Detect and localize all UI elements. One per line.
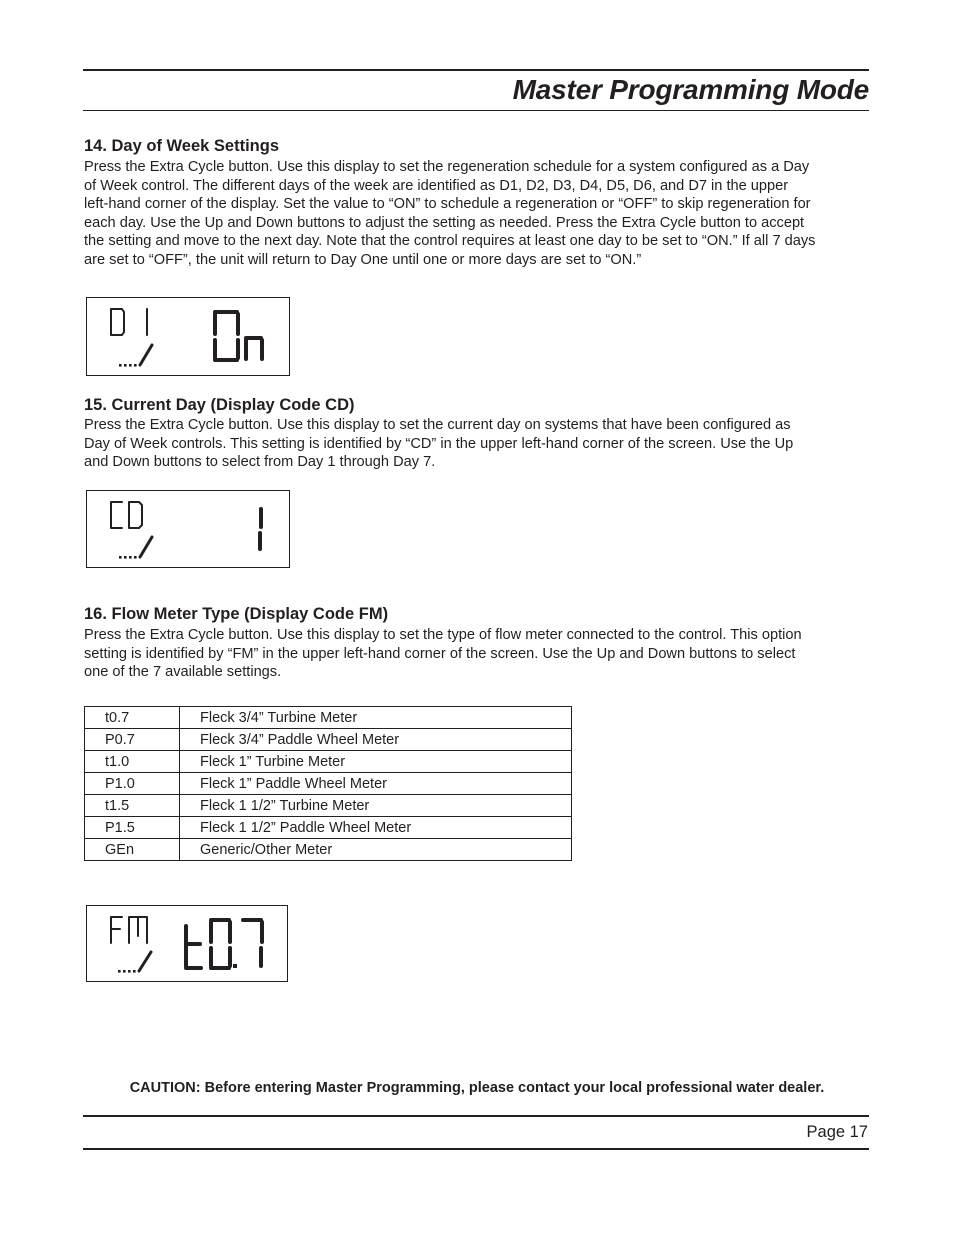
lcd-d1-graphic <box>87 298 289 375</box>
section-16-line: one of the 7 available settings. <box>84 664 282 681</box>
section-14-line: the setting and move to the next day. Note that the control requires at least one day to be set to “ON.” If all 7 days <box>84 233 816 250</box>
meter-description: Fleck 1 1/2” Paddle Wheel Meter <box>180 817 572 839</box>
header-top-rule <box>83 69 869 71</box>
section-16-body <box>84 626 869 682</box>
section-15-line: Day of Week controls. This setting is identified by “CD” in the upper left-hand corner of the screen. Use the Up <box>84 435 794 452</box>
decimal-point <box>233 964 237 968</box>
meter-code: P1.0 <box>85 773 180 795</box>
section-15-line: and Down buttons to select from Day 1 through Day 7. <box>84 454 436 471</box>
meter-code: GEn <box>85 839 180 861</box>
section-14-line: each day. Use the Up and Down buttons to adjust the setting as needed. Press the Extra Cycle button to accept <box>84 214 805 231</box>
table-row <box>85 751 572 773</box>
section-14-line: are set to “OFF”, the unit will return to Day One until one or more days are set to “ON.” <box>84 251 642 268</box>
meter-code: t1.0 <box>85 751 180 773</box>
meter-code: P1.5 <box>85 817 180 839</box>
section-14-line: of Week control. The different days of the week are identified as D1, D2, D3, D4, D5, D6, and D7 in the upper <box>84 177 789 194</box>
table-row <box>85 817 572 839</box>
table-row <box>85 773 572 795</box>
meter-description: Fleck 1 1/2” Turbine Meter <box>180 795 572 817</box>
lcd-fm-graphic <box>87 906 287 981</box>
table-row <box>85 729 572 751</box>
table-row <box>85 795 572 817</box>
flow-meter-table <box>84 706 572 861</box>
lcd-display-cd <box>86 490 290 568</box>
table-row <box>85 839 572 861</box>
meter-code: t0.7 <box>85 707 180 729</box>
meter-code: P0.7 <box>85 729 180 751</box>
meter-code: t1.5 <box>85 795 180 817</box>
section-15-heading: 15. Current Day (Display Code CD) <box>84 396 355 414</box>
section-16-line: setting is identified by “FM” in the upper left-hand corner of the screen. Use the Up and Down buttons to select <box>84 645 796 662</box>
table-row <box>85 707 572 729</box>
footer-bottom-rule <box>83 1148 869 1150</box>
page-title: Master Programming Mode <box>512 74 869 105</box>
lcd-display-d1 <box>86 297 290 376</box>
section-15-body <box>84 416 869 472</box>
meter-description: Fleck 1” Paddle Wheel Meter <box>180 773 572 795</box>
lcd-cd-graphic <box>87 491 289 567</box>
section-14-heading: 14. Day of Week Settings <box>84 137 280 155</box>
section-14-line: left-hand corner of the display. Set the value to “ON” to schedule a regeneration or “OFF” to skip regeneration for <box>84 196 811 213</box>
caution-note: CAUTION: Before entering Master Programming, please contact your local professional water dealer. <box>129 1080 825 1096</box>
section-16-heading: 16. Flow Meter Type (Display Code FM) <box>84 605 389 623</box>
section-14-body <box>84 158 869 270</box>
footer-top-rule <box>83 1115 869 1117</box>
lcd-display-fm <box>86 905 288 982</box>
section-16-line: Press the Extra Cycle button. Use this display to set the type of flow meter connected to the control. This option <box>84 627 802 643</box>
meter-description: Fleck 3/4” Turbine Meter <box>180 707 572 729</box>
section-15-line: Press the Extra Cycle button. Use this display to set the current day on systems that have been configured as <box>84 417 791 433</box>
meter-description: Fleck 3/4” Paddle Wheel Meter <box>180 729 572 751</box>
header-bottom-rule <box>83 110 869 111</box>
section-14-line: Press the Extra Cycle button. Use this display to set the regeneration schedule for a system configured as a Day <box>84 159 810 175</box>
meter-description: Fleck 1” Turbine Meter <box>180 751 572 773</box>
page-number: Page 17 <box>806 1123 868 1141</box>
meter-description: Generic/Other Meter <box>180 839 572 861</box>
